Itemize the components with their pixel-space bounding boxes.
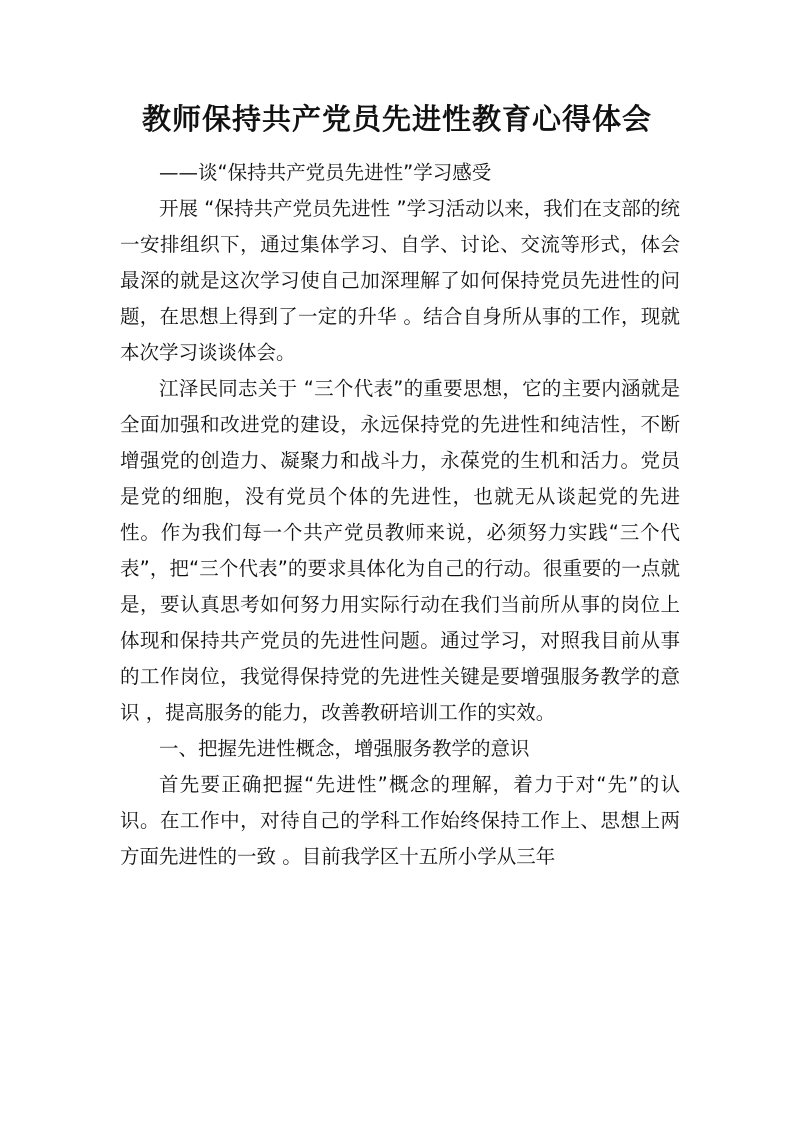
- paragraph-section-one: 首先要正确把握“先进性”概念的理解，着力于对“先”的认识。在工作中，对待自己的学科工作始终保持工作上、思想上两方面先进性的一致 。目前我学区十五所小学从三年: [120, 773, 680, 868]
- paragraph-three-represents: 江泽民同志关于 “三个代表”的重要思想，它的主要内涵就是全面加强和改进党的建设，永远保持党的先进性和纯洁性，不断增强党的创造力、凝聚力和战斗力，永葆党的生机和活力。党员是党的细胞，没有党员个体的先进性，也就无从谈起党的先进性。作为我们每一个共产党员教师来说，必须努力实践“三个代表”，把“三个代表”的要求具体化为自己的行动。很重要的一点就是，要认真思考如何努力用实际行动在我们当前所从事的岗位上体现和保持共产党员的先进性问题。通过学习，对照我目前从事的工作岗位，我觉得保持党的先进性关键是要增强服务教学的意识 ，提高服务的能力，改善教研培训工作的实效。: [120, 377, 680, 724]
- document-subtitle: ——谈“保持共产党员先进性”学习感受: [159, 161, 492, 184]
- paragraph-intro: 开展 “保持共产党员先进性 ”学习活动以来，我们在支部的统一安排组织下，通过集体学习、自学、讨论、交流等形式，体会最深的就是这次学习使自己加深理解了如何保持党员先进性的问题，在思想上得到了一定的升华 。结合自身所从事的工作，现就本次学习谈谈体会。: [120, 197, 680, 364]
- document-title: 教师保持共产党员先进性教育心得体会: [141, 102, 652, 136]
- section-heading-one: 一、把握先进性概念，增强服务教学的意识: [159, 737, 530, 760]
- document-body: [120, 155, 680, 875]
